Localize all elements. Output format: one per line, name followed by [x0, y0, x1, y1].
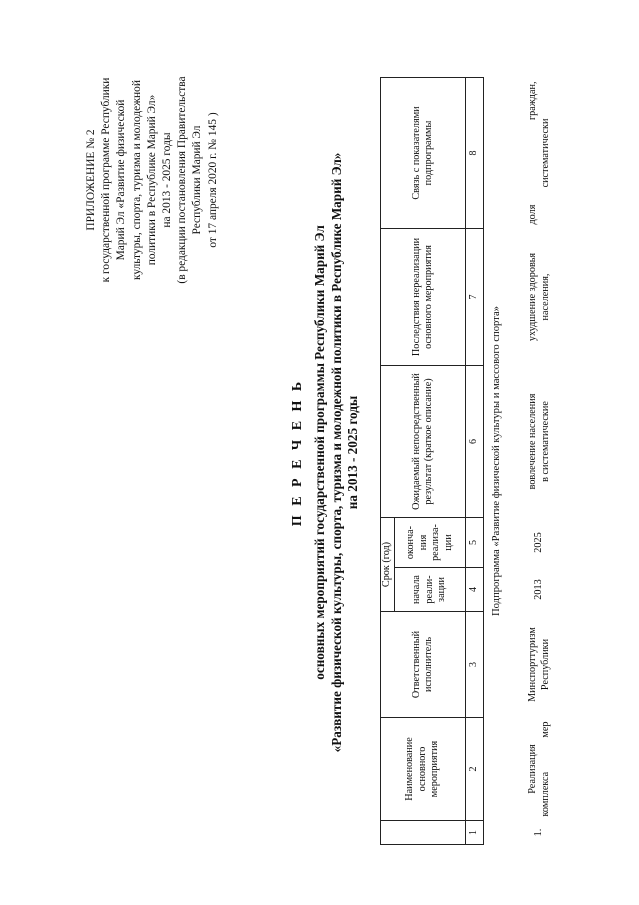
row-executor: Минспорттуризм Республики: [527, 627, 551, 702]
row-consequences-line: ухудшение здоровья: [527, 252, 538, 342]
row-link-word: доля: [527, 204, 538, 225]
row-name-line: [540, 722, 553, 817]
row-name-word: комплекса: [539, 771, 551, 817]
measures-table: [380, 77, 569, 845]
row-number: 1.: [533, 828, 545, 837]
appendix-line: на 2013 - 2025 годы: [161, 132, 174, 228]
row-link: [510, 78, 569, 229]
header-name: Наименование основного мероприятия: [381, 718, 466, 821]
header-result: Ожидаемый непосредственный результат (краткое описание): [381, 366, 466, 518]
row-start-year: 2013: [533, 579, 545, 600]
header-link: Связь с показателями подпрограммы: [381, 78, 466, 229]
title-line-2: «Развитие физической культуры, спорта, туризма и молодежной политики в Республике Марий Эл»: [328, 152, 344, 753]
column-number: 7: [466, 229, 484, 366]
row-result-line: в систематические: [539, 401, 551, 482]
row-name-line: Реализация: [527, 744, 538, 794]
row-link-word: граждан,: [527, 81, 538, 121]
appendix-line: от 17 апреля 2020 г. № 145 ): [206, 112, 219, 248]
header-executor: Ответственный исполнитель: [381, 612, 466, 718]
row-result: [510, 366, 569, 518]
subprogram-title: Подпрограмма «Развитие физической культуры и массового спорта»: [484, 78, 511, 845]
header-end: оконча- ния реализа- ции: [395, 518, 466, 568]
title-line-3: на 2013 - 2025 годы: [345, 395, 360, 510]
column-number: 2: [466, 718, 484, 821]
header-start: начала реали- зации: [395, 568, 466, 612]
column-number: 5: [466, 518, 484, 568]
title-line-1: основных мероприятий государственной программы Республики Марий Эл: [312, 225, 327, 680]
header-consequences: Последствия нереализации основного мероприятия: [381, 229, 466, 366]
row-link-line: [527, 82, 540, 225]
appendix-line: культуры, спорта, туризма и молодежной: [130, 80, 143, 280]
appendix-line: (в редакции постановления Правительства: [176, 76, 189, 284]
row-link-line: систематически: [539, 118, 551, 188]
row-consequences-line: населения,: [539, 273, 551, 321]
header-term: Срок (год): [381, 518, 395, 612]
appendix-line: к государственной программе Республики: [100, 77, 113, 283]
column-number: 6: [466, 366, 484, 518]
title-word: П Е Р Е Ч Е Н Ь: [290, 378, 305, 527]
row-end-year: 2025: [533, 532, 545, 553]
appendix-line: Республики Марий Эл: [191, 125, 204, 235]
table-row: [510, 78, 569, 845]
table-header-row: [381, 78, 395, 845]
row-result-line: вовлечение населения: [527, 393, 538, 490]
document-title: [290, 0, 362, 905]
row-name-word: мер: [539, 721, 551, 738]
row-name: [510, 718, 569, 821]
column-number: 4: [466, 568, 484, 612]
appendix-line: ПРИЛОЖЕНИЕ № 2: [85, 129, 97, 231]
appendix-line: политики в Республике Марий Эл»: [145, 94, 158, 266]
appendix-header: [84, 55, 221, 305]
column-number-row: [466, 78, 484, 845]
column-number: 3: [466, 612, 484, 718]
appendix-line: Марий Эл «Развитие физической: [115, 99, 128, 261]
subprogram-row: [484, 78, 511, 845]
header-number: [381, 821, 466, 845]
column-number: 1: [466, 821, 484, 845]
row-consequences: [510, 229, 569, 366]
column-number: 8: [466, 78, 484, 229]
